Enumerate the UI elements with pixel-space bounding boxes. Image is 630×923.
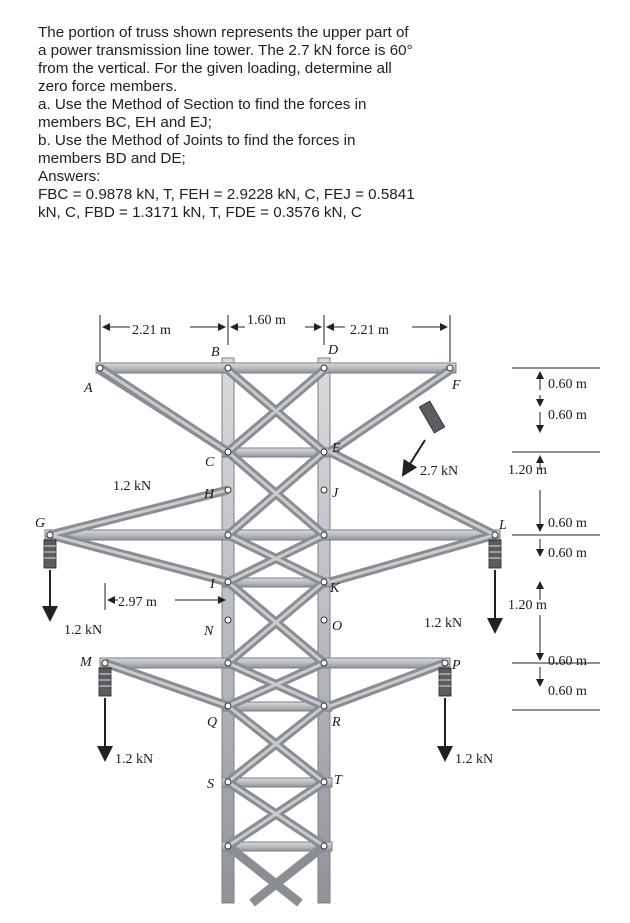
joint-I: I <box>210 577 215 592</box>
joint-N: N <box>204 624 214 639</box>
dim-r8: 0.60 m <box>548 684 587 699</box>
joint-C: C <box>205 455 215 470</box>
dim-r4: 0.60 m <box>548 516 587 531</box>
dim-r6: 1.20 m <box>508 598 547 613</box>
joint-K: K <box>330 581 340 596</box>
joint-Q: Q <box>207 715 218 730</box>
top-chord <box>96 363 456 373</box>
joint-B: B <box>211 345 220 360</box>
dim-r7: 0.60 m <box>548 654 587 669</box>
joint-D: D <box>328 343 339 358</box>
dim-top-right: 2.21 m <box>350 323 389 338</box>
dim-r3: 1.20 m <box>508 463 547 478</box>
joint-R: R <box>332 715 341 730</box>
left-leg <box>222 358 234 903</box>
dim-r2: 0.60 m <box>548 408 587 423</box>
answers-text: FBC = 0.9878 kN, T, FEH = 2.9228 kN, C, FEJ = 0.5841 kN, C, FBD = 1.3171 kN, T, FDE = 0.3576 kN, C <box>38 186 415 221</box>
joint-G: G <box>35 516 46 531</box>
mid-chord <box>45 530 500 540</box>
dim-mid-left: 2.97 m <box>118 595 157 610</box>
joint-L: L <box>499 518 507 533</box>
joint-P: P <box>452 658 461 673</box>
load-right-bottom: 1.2 kN <box>455 752 494 767</box>
joint-pins <box>47 365 498 849</box>
joint-S: S <box>207 777 214 792</box>
part-b: b. Use the Method of Joints to find the forces in members BD and DE; <box>38 132 356 167</box>
dimension-lines <box>100 315 600 710</box>
joint-J: J <box>332 486 339 501</box>
load-right-mid: 1.2 kN <box>424 616 463 631</box>
joint-O: O <box>332 619 343 634</box>
joint-A: A <box>84 381 93 396</box>
joint-T: T <box>334 773 342 788</box>
joint-F: F <box>452 378 461 393</box>
joint-M: M <box>80 655 92 670</box>
answers-label: Answers: <box>38 168 101 185</box>
low-chord <box>100 658 450 668</box>
part-a: a. Use the Method of Section to find the forces in members BC, EH and EJ; <box>38 96 367 131</box>
load-left-top: 1.2 kN <box>113 479 152 494</box>
dim-r1: 0.60 m <box>548 377 587 392</box>
dim-r5: 0.60 m <box>548 546 587 561</box>
joint-H: H <box>204 487 215 502</box>
problem-statement: The portion of truss shown represents the upper part of a power transmission line tower. The 2.7 kN force is 60° from the vertical. For the given loading, determine all zero force members. <box>38 24 413 95</box>
load-inclined: 2.7 kN <box>420 464 459 479</box>
dim-top-left: 2.21 m <box>132 323 171 338</box>
load-left-mid: 1.2 kN <box>64 623 103 638</box>
dim-top-mid: 1.60 m <box>247 313 286 328</box>
joint-E: E <box>332 441 341 456</box>
right-leg <box>318 358 330 903</box>
load-left-bottom: 1.2 kN <box>115 752 154 767</box>
